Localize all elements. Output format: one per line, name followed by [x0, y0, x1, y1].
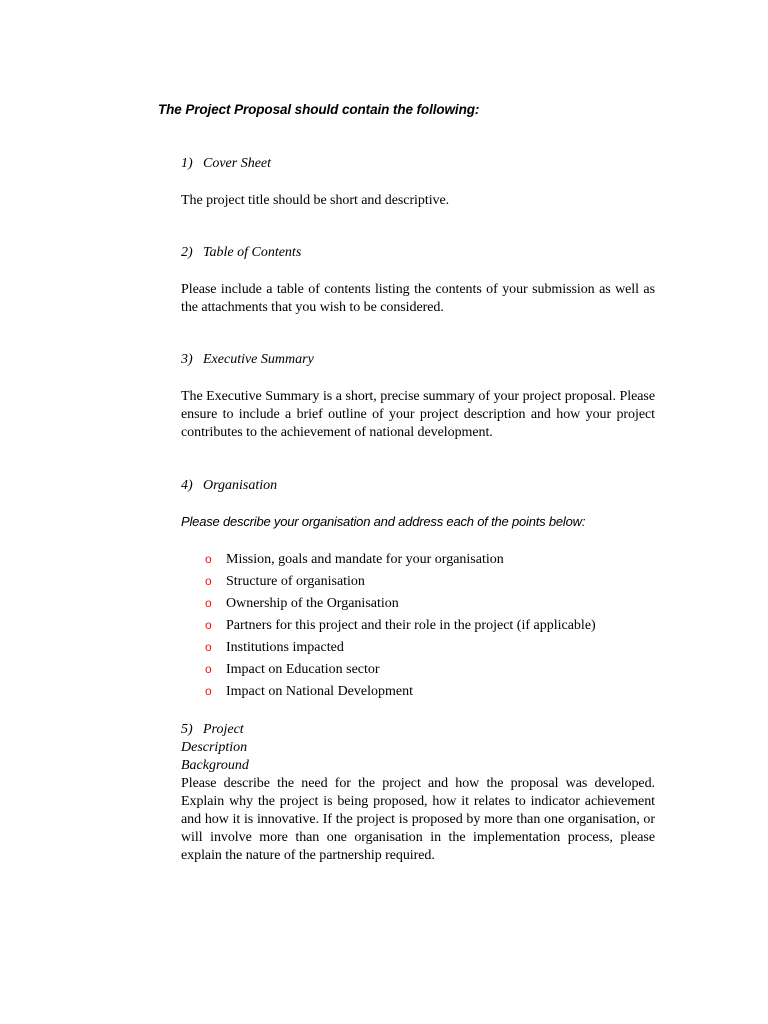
section-heading-executive-summary: [181, 352, 314, 368]
bullet-circle-icon: o: [205, 684, 212, 698]
section-number: 5): [181, 722, 193, 737]
section-body-project-description: Please describe the need for the project and how the proposal was developed. Explain why the project is being proposed, how it relates to indicator achievement and how it is innovative. If the project is proposed by more than one organisation, or will involve more than one organisation in the implementation process, please explain the nature of the partnership required.: [181, 776, 655, 863]
section-title: Organisation: [203, 478, 278, 493]
list-item-text: Ownership of the Organisation: [226, 596, 399, 611]
section-number: 4): [181, 478, 193, 493]
section-number: 3): [181, 352, 193, 367]
list-item: [205, 550, 596, 572]
section-number: 1): [181, 156, 193, 171]
list-item-text: Impact on National Development: [226, 684, 413, 699]
list-item-text: Structure of organisation: [226, 574, 365, 589]
section-body-executive-summary: The Executive Summary is a short, precise summary of your project proposal. Please ensure to include a brief outline of your project description and how your project contributes to the achievement of national development.: [181, 389, 655, 440]
bullet-circle-icon: o: [205, 574, 212, 588]
section-title: Table of Contents: [203, 245, 302, 260]
section-body-cover-sheet: The project title should be short and descriptive.: [181, 193, 450, 208]
bullet-circle-icon: o: [205, 552, 212, 566]
list-item: [205, 682, 596, 704]
organisation-instruction: Please describe your organisation and address each of the points below:: [181, 514, 586, 529]
organisation-bullet-list: [205, 550, 596, 704]
section-heading-cover-sheet: [181, 156, 271, 172]
intro-heading: The Project Proposal should contain the following:: [158, 102, 480, 117]
list-item: [205, 616, 596, 638]
section-title: Cover Sheet: [203, 156, 272, 171]
list-item: [205, 638, 596, 660]
section-subtitle-background: Background: [181, 758, 249, 773]
bullet-circle-icon: o: [205, 596, 212, 610]
section-body-table-of-contents: Please include a table of contents listing the contents of your submission as well as the attachments that you wish to be considered.: [181, 282, 655, 315]
section-heading-line: [181, 721, 249, 739]
list-item: [205, 594, 596, 616]
bullet-circle-icon: o: [205, 618, 212, 632]
section-title: Executive Summary: [203, 352, 314, 367]
bullet-circle-icon: o: [205, 640, 212, 654]
list-item-text: Impact on Education sector: [226, 662, 380, 677]
section-title-line-2: Description: [181, 740, 248, 755]
section-heading-project-description: [181, 721, 249, 775]
section-number: 2): [181, 245, 193, 260]
list-item-text: Institutions impacted: [226, 640, 344, 655]
list-item: [205, 660, 596, 682]
section-heading-organisation: [181, 478, 277, 494]
list-item-text: Mission, goals and mandate for your organisation: [226, 552, 504, 567]
bullet-circle-icon: o: [205, 662, 212, 676]
section-title: Project: [203, 722, 244, 737]
section-heading-table-of-contents: [181, 245, 301, 261]
list-item: [205, 572, 596, 594]
list-item-text: Partners for this project and their role in the project (if applicable): [226, 618, 596, 633]
